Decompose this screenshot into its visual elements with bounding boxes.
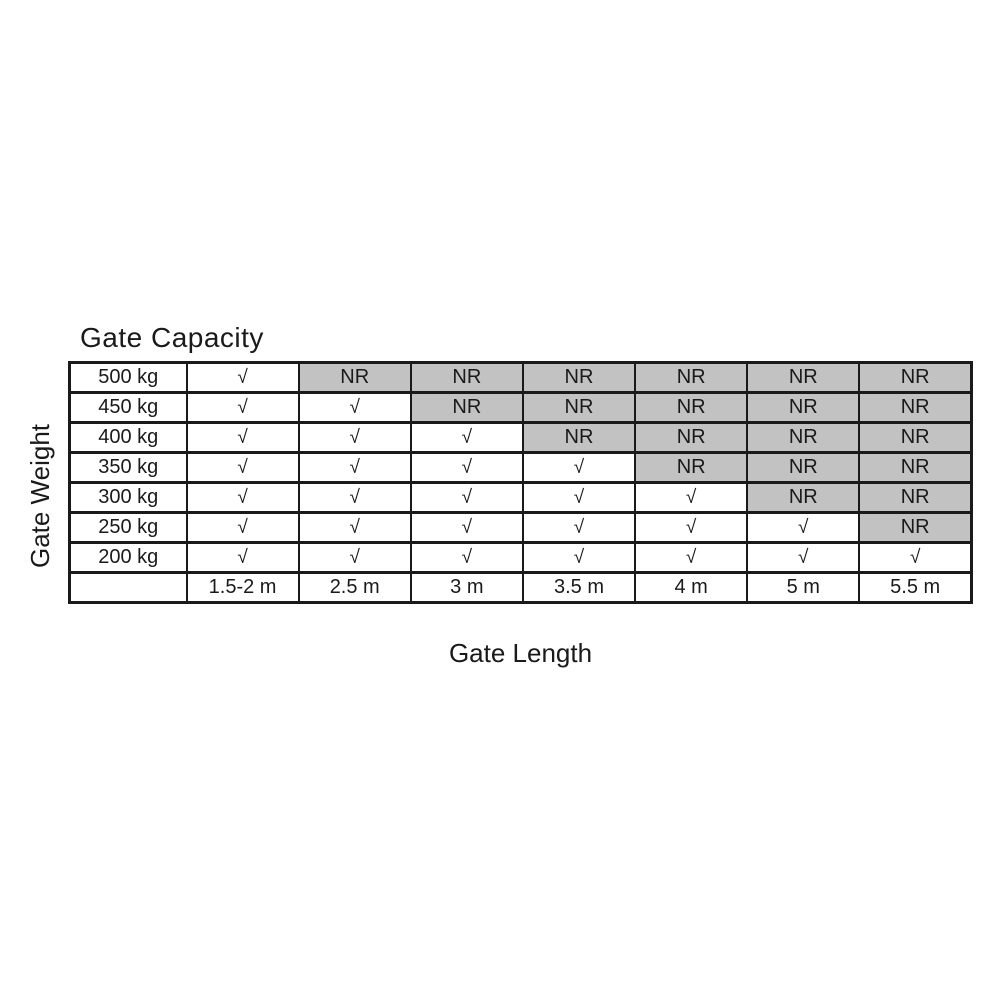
check-cell: √ (299, 543, 411, 573)
corner-cell (70, 573, 187, 603)
not-recommended-cell: NR (635, 453, 747, 483)
check-cell: √ (187, 393, 299, 423)
table-row (70, 483, 972, 513)
not-recommended-cell: NR (747, 483, 859, 513)
capacity-table-body (70, 363, 972, 603)
check-cell: √ (411, 513, 523, 543)
not-recommended-cell: NR (635, 423, 747, 453)
check-cell: √ (187, 453, 299, 483)
row-header-cell: 400 kg (70, 423, 187, 453)
check-cell: √ (299, 483, 411, 513)
check-cell: √ (187, 543, 299, 573)
not-recommended-cell: NR (411, 363, 523, 393)
check-cell: √ (299, 513, 411, 543)
not-recommended-cell: NR (859, 423, 971, 453)
column-header-cell: 4 m (635, 573, 747, 603)
column-header-cell: 2.5 m (299, 573, 411, 603)
not-recommended-cell: NR (859, 363, 971, 393)
check-cell: √ (187, 483, 299, 513)
not-recommended-cell: NR (523, 363, 635, 393)
not-recommended-cell: NR (747, 393, 859, 423)
table-row (70, 363, 972, 393)
check-cell: √ (747, 543, 859, 573)
not-recommended-cell: NR (859, 483, 971, 513)
not-recommended-cell: NR (523, 423, 635, 453)
not-recommended-cell: NR (859, 453, 971, 483)
check-cell: √ (635, 543, 747, 573)
check-cell: √ (187, 513, 299, 543)
check-cell: √ (523, 513, 635, 543)
check-cell: √ (523, 483, 635, 513)
y-axis-label-gate-weight: Gate Weight (25, 423, 55, 569)
check-cell: √ (635, 513, 747, 543)
not-recommended-cell: NR (411, 393, 523, 423)
table-row (70, 513, 972, 543)
row-header-cell: 450 kg (70, 393, 187, 423)
check-cell: √ (523, 543, 635, 573)
gate-capacity-table (68, 361, 973, 604)
check-cell: √ (411, 423, 523, 453)
column-header-cell: 1.5-2 m (187, 573, 299, 603)
check-cell: √ (747, 513, 859, 543)
not-recommended-cell: NR (635, 363, 747, 393)
column-header-row (70, 573, 972, 603)
not-recommended-cell: NR (747, 363, 859, 393)
x-axis-label-gate-length: Gate Length (448, 638, 593, 668)
check-cell: √ (411, 483, 523, 513)
check-cell: √ (411, 453, 523, 483)
row-header-cell: 200 kg (70, 543, 187, 573)
table-row (70, 423, 972, 453)
chart-title: Gate Capacity (80, 322, 264, 353)
row-header-cell: 500 kg (70, 363, 187, 393)
check-cell: √ (187, 423, 299, 453)
not-recommended-cell: NR (859, 513, 971, 543)
not-recommended-cell: NR (859, 393, 971, 423)
check-cell: √ (523, 453, 635, 483)
column-header-cell: 5 m (747, 573, 859, 603)
check-cell: √ (187, 363, 299, 393)
check-cell: √ (299, 423, 411, 453)
row-header-cell: 300 kg (70, 483, 187, 513)
check-cell: √ (299, 453, 411, 483)
check-cell: √ (411, 543, 523, 573)
check-cell: √ (299, 393, 411, 423)
row-header-cell: 250 kg (70, 513, 187, 543)
table-row (70, 393, 972, 423)
not-recommended-cell: NR (523, 393, 635, 423)
not-recommended-cell: NR (747, 423, 859, 453)
table-row (70, 543, 972, 573)
column-header-cell: 3 m (411, 573, 523, 603)
column-header-cell: 3.5 m (523, 573, 635, 603)
check-cell: √ (635, 483, 747, 513)
not-recommended-cell: NR (747, 453, 859, 483)
not-recommended-cell: NR (635, 393, 747, 423)
not-recommended-cell: NR (299, 363, 411, 393)
column-header-cell: 5.5 m (859, 573, 971, 603)
check-cell: √ (859, 543, 971, 573)
row-header-cell: 350 kg (70, 453, 187, 483)
table-row (70, 453, 972, 483)
